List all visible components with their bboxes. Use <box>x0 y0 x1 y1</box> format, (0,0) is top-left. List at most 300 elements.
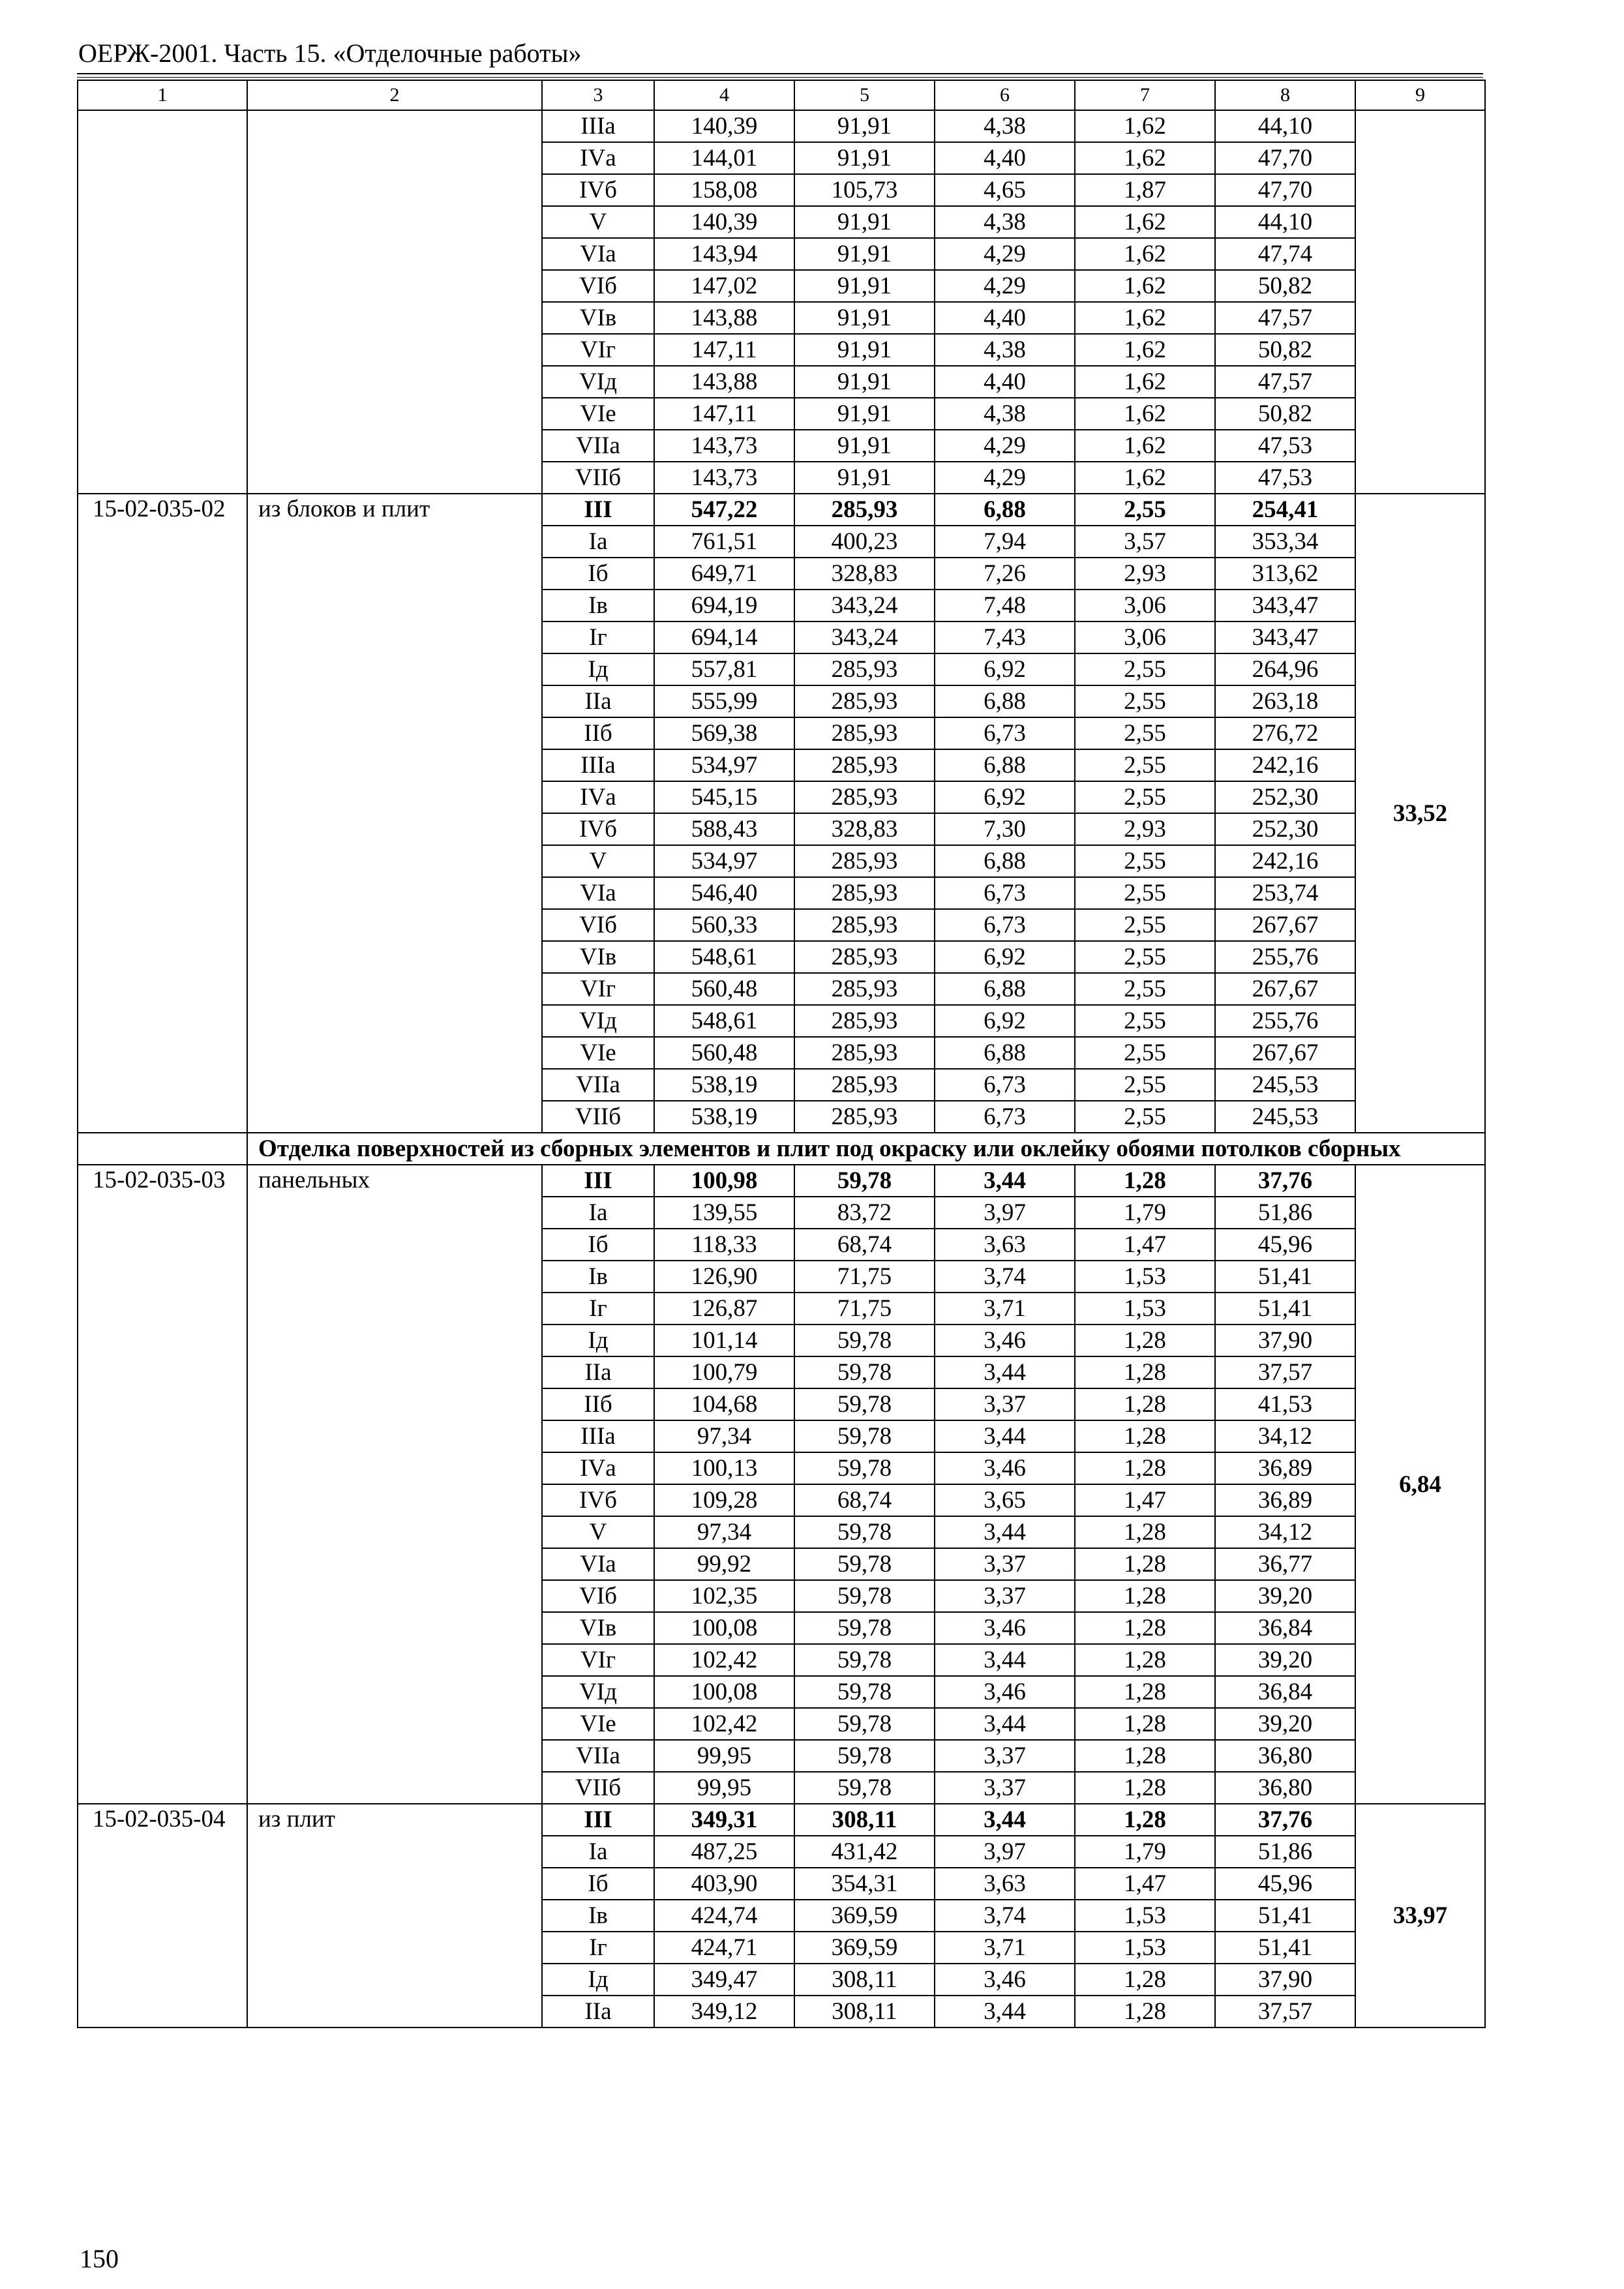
value-cell-col8: 252,30 <box>1215 781 1355 813</box>
column-number: 4 <box>654 80 794 110</box>
value-cell-col7: 2,93 <box>1075 558 1215 590</box>
zone-cell: VIIа <box>542 1069 654 1101</box>
value-cell-col4: 143,88 <box>654 366 794 398</box>
value-cell-col6: 4,29 <box>935 430 1075 462</box>
value-cell-col5: 91,91 <box>794 206 935 238</box>
zone-cell: IVа <box>542 781 654 813</box>
zone-cell: VIв <box>542 302 654 334</box>
value-cell-col8: 37,90 <box>1215 1964 1355 1996</box>
value-cell-col4: 102,35 <box>654 1580 794 1612</box>
value-cell-col6: 4,29 <box>935 462 1075 494</box>
zone-cell: VIг <box>542 973 654 1005</box>
zone-cell: V <box>542 206 654 238</box>
value-cell-col4: 143,73 <box>654 462 794 494</box>
value-cell-col4: 349,47 <box>654 1964 794 1996</box>
value-cell-col4: 534,97 <box>654 845 794 877</box>
value-cell-col7: 1,62 <box>1075 302 1215 334</box>
zone-cell: Iа <box>542 526 654 558</box>
zone-cell: IIIа <box>542 110 654 142</box>
zone-cell: VIе <box>542 1037 654 1069</box>
value-cell-col6: 6,92 <box>935 941 1075 973</box>
value-cell-col8: 242,16 <box>1215 845 1355 877</box>
value-cell-col8: 242,16 <box>1215 749 1355 781</box>
value-cell-col6: 3,97 <box>935 1836 1075 1868</box>
work-name: из блоков и плит <box>247 494 542 1133</box>
zone-cell: VIа <box>542 877 654 909</box>
value-cell-col6: 3,44 <box>935 1708 1075 1740</box>
value-cell-col7: 2,55 <box>1075 845 1215 877</box>
value-cell-col6: 6,88 <box>935 1037 1075 1069</box>
value-cell-col5: 285,93 <box>794 1037 935 1069</box>
value-cell-col6: 3,44 <box>935 1420 1075 1452</box>
value-cell-col8: 36,84 <box>1215 1676 1355 1708</box>
zone-cell: IVб <box>542 174 654 206</box>
zone-cell: VIг <box>542 1644 654 1676</box>
value-cell-col6: 3,37 <box>935 1548 1075 1580</box>
zone-cell: VIб <box>542 270 654 302</box>
value-cell-col6: 4,40 <box>935 142 1075 174</box>
value-cell-col8: 255,76 <box>1215 1005 1355 1037</box>
value-cell-col8: 50,82 <box>1215 334 1355 366</box>
value-cell-col4: 109,28 <box>654 1484 794 1516</box>
rate-code <box>78 110 247 494</box>
zone-cell: Iв <box>542 1261 654 1293</box>
value-cell-col8: 267,67 <box>1215 1037 1355 1069</box>
value-cell-col7: 1,47 <box>1075 1484 1215 1516</box>
value-cell-col6: 6,73 <box>935 717 1075 749</box>
value-cell-col4: 588,43 <box>654 813 794 845</box>
value-cell-col5: 285,93 <box>794 494 935 526</box>
zone-cell: VIб <box>542 1580 654 1612</box>
value-cell-col7: 1,62 <box>1075 398 1215 430</box>
zone-cell: V <box>542 845 654 877</box>
value-cell-col5: 59,78 <box>794 1644 935 1676</box>
value-cell-col5: 59,78 <box>794 1165 935 1197</box>
value-cell-col6: 4,38 <box>935 206 1075 238</box>
value-cell-col6: 4,40 <box>935 366 1075 398</box>
value-cell-col7: 1,28 <box>1075 1165 1215 1197</box>
value-cell-col6: 7,48 <box>935 590 1075 621</box>
value-cell-col7: 2,55 <box>1075 1037 1215 1069</box>
column-number: 2 <box>247 80 542 110</box>
value-cell-col6: 3,37 <box>935 1772 1075 1804</box>
value-cell-col6: 6,92 <box>935 1005 1075 1037</box>
value-cell-col8: 37,76 <box>1215 1804 1355 1836</box>
value-cell-col8: 47,53 <box>1215 430 1355 462</box>
value-cell-col8: 51,86 <box>1215 1197 1355 1229</box>
zone-cell: Iг <box>542 1932 654 1964</box>
value-cell-col8: 51,86 <box>1215 1836 1355 1868</box>
value-cell-col5: 328,83 <box>794 558 935 590</box>
value-cell-col5: 285,93 <box>794 1005 935 1037</box>
table-row <box>78 1165 1485 1197</box>
zone-cell: III <box>542 494 654 526</box>
value-cell-col8: 267,67 <box>1215 973 1355 1005</box>
value-cell-col4: 649,71 <box>654 558 794 590</box>
value-cell-col7: 1,28 <box>1075 1964 1215 1996</box>
value-cell-col7: 2,55 <box>1075 941 1215 973</box>
value-cell-col4: 547,22 <box>654 494 794 526</box>
column-number: 8 <box>1215 80 1355 110</box>
value-cell-col5: 285,93 <box>794 909 935 941</box>
value-cell-col7: 1,28 <box>1075 1324 1215 1356</box>
value-cell-col4: 139,55 <box>654 1197 794 1229</box>
zone-cell: IIа <box>542 1356 654 1388</box>
value-cell-col5: 91,91 <box>794 142 935 174</box>
value-cell-col8: 47,57 <box>1215 366 1355 398</box>
value-cell-col6: 6,73 <box>935 877 1075 909</box>
zone-cell: Iд <box>542 653 654 685</box>
value-cell-col4: 548,61 <box>654 1005 794 1037</box>
value-cell-col7: 1,47 <box>1075 1229 1215 1261</box>
value-cell-col5: 308,11 <box>794 1964 935 1996</box>
value-cell-col8: 44,10 <box>1215 206 1355 238</box>
value-cell-col7: 1,53 <box>1075 1932 1215 1964</box>
value-cell-col8: 245,53 <box>1215 1101 1355 1133</box>
value-cell-col7: 1,53 <box>1075 1261 1215 1293</box>
value-cell-col8: 50,82 <box>1215 270 1355 302</box>
value-cell-col8: 47,74 <box>1215 238 1355 270</box>
value-cell-col8: 36,77 <box>1215 1548 1355 1580</box>
value-cell-col5: 285,93 <box>794 717 935 749</box>
zone-cell: Iб <box>542 1868 654 1900</box>
value-cell-col8: 34,12 <box>1215 1516 1355 1548</box>
page-number: 150 <box>80 2244 119 2273</box>
zone-cell: Iб <box>542 1229 654 1261</box>
value-cell-col8: 255,76 <box>1215 941 1355 973</box>
value-cell-col5: 343,24 <box>794 621 935 653</box>
zone-cell: III <box>542 1165 654 1197</box>
value-cell-col6: 3,44 <box>935 1996 1075 2027</box>
value-cell-col5: 91,91 <box>794 366 935 398</box>
value-cell-col7: 3,06 <box>1075 621 1215 653</box>
value-cell-col7: 2,55 <box>1075 877 1215 909</box>
value-cell-col5: 91,91 <box>794 462 935 494</box>
value-cell-col6: 3,46 <box>935 1676 1075 1708</box>
value-cell-col5: 285,93 <box>794 1069 935 1101</box>
value-cell-col6: 3,63 <box>935 1868 1075 1900</box>
value-cell-col5: 91,91 <box>794 334 935 366</box>
value-cell-col4: 100,98 <box>654 1165 794 1197</box>
rate-code: 15-02-035-02 <box>78 494 247 1133</box>
zone-cell: Iв <box>542 590 654 621</box>
value-cell-col5: 59,78 <box>794 1740 935 1772</box>
value-cell-col8: 343,47 <box>1215 590 1355 621</box>
value-cell-col5: 285,93 <box>794 877 935 909</box>
value-cell-col6: 4,38 <box>935 334 1075 366</box>
value-cell-col4: 403,90 <box>654 1868 794 1900</box>
value-cell-col5: 285,93 <box>794 749 935 781</box>
value-cell-col5: 68,74 <box>794 1484 935 1516</box>
zone-cell: VIд <box>542 366 654 398</box>
value-cell-col6: 6,73 <box>935 909 1075 941</box>
value-cell-col6: 7,94 <box>935 526 1075 558</box>
zone-cell: IVа <box>542 142 654 174</box>
zone-cell: Iд <box>542 1324 654 1356</box>
zone-cell: Iа <box>542 1836 654 1868</box>
value-cell-col8: 51,41 <box>1215 1293 1355 1324</box>
value-cell-col8: 263,18 <box>1215 685 1355 717</box>
value-cell-col4: 99,95 <box>654 1772 794 1804</box>
labor-value: 6,84 <box>1355 1165 1485 1804</box>
zone-cell: IIа <box>542 685 654 717</box>
value-cell-col7: 2,93 <box>1075 813 1215 845</box>
value-cell-col6: 4,65 <box>935 174 1075 206</box>
value-cell-col4: 126,87 <box>654 1293 794 1324</box>
value-cell-col7: 1,47 <box>1075 1868 1215 1900</box>
value-cell-col6: 3,44 <box>935 1165 1075 1197</box>
value-cell-col5: 400,23 <box>794 526 935 558</box>
value-cell-col7: 1,28 <box>1075 1580 1215 1612</box>
zone-cell: Iв <box>542 1900 654 1932</box>
value-cell-col6: 3,74 <box>935 1900 1075 1932</box>
value-cell-col6: 3,44 <box>935 1804 1075 1836</box>
value-cell-col5: 91,91 <box>794 398 935 430</box>
zone-cell: VIд <box>542 1005 654 1037</box>
value-cell-col5: 59,78 <box>794 1580 935 1612</box>
value-cell-col8: 252,30 <box>1215 813 1355 845</box>
value-cell-col7: 2,55 <box>1075 749 1215 781</box>
value-cell-col6: 3,97 <box>935 1197 1075 1229</box>
value-cell-col7: 1,79 <box>1075 1836 1215 1868</box>
value-cell-col8: 37,90 <box>1215 1324 1355 1356</box>
value-cell-col6: 3,46 <box>935 1964 1075 1996</box>
column-number: 1 <box>78 80 247 110</box>
value-cell-col4: 101,14 <box>654 1324 794 1356</box>
zone-cell: VIа <box>542 1548 654 1580</box>
value-cell-col7: 1,62 <box>1075 366 1215 398</box>
value-cell-col5: 354,31 <box>794 1868 935 1900</box>
value-cell-col7: 1,28 <box>1075 1548 1215 1580</box>
zone-cell: VIе <box>542 398 654 430</box>
value-cell-col8: 41,53 <box>1215 1388 1355 1420</box>
column-number: 6 <box>935 80 1075 110</box>
section-title: Отделка поверхностей из сборных элементов и плит под окраску или оклейку обоями потолков сборных <box>247 1133 1485 1165</box>
value-cell-col4: 694,19 <box>654 590 794 621</box>
value-cell-col5: 59,78 <box>794 1388 935 1420</box>
value-cell-col6: 3,37 <box>935 1388 1075 1420</box>
zone-cell: Iг <box>542 621 654 653</box>
work-name: из плит <box>247 1804 542 2027</box>
value-cell-col7: 1,62 <box>1075 462 1215 494</box>
value-cell-col8: 254,41 <box>1215 494 1355 526</box>
value-cell-col8: 313,62 <box>1215 558 1355 590</box>
value-cell-col5: 91,91 <box>794 270 935 302</box>
value-cell-col7: 1,62 <box>1075 206 1215 238</box>
value-cell-col8: 36,80 <box>1215 1740 1355 1772</box>
value-cell-col6: 6,88 <box>935 685 1075 717</box>
zone-cell: VIIб <box>542 1101 654 1133</box>
value-cell-col8: 36,80 <box>1215 1772 1355 1804</box>
value-cell-col8: 47,53 <box>1215 462 1355 494</box>
labor-value: 33,97 <box>1355 1804 1485 2027</box>
value-cell-col5: 285,93 <box>794 941 935 973</box>
value-cell-col7: 1,28 <box>1075 1612 1215 1644</box>
table-row <box>78 494 1485 526</box>
value-cell-col8: 51,41 <box>1215 1261 1355 1293</box>
zone-cell: IIIа <box>542 1420 654 1452</box>
value-cell-col6: 7,26 <box>935 558 1075 590</box>
value-cell-col6: 3,46 <box>935 1324 1075 1356</box>
value-cell-col5: 328,83 <box>794 813 935 845</box>
value-cell-col7: 2,55 <box>1075 1101 1215 1133</box>
work-name <box>247 110 542 494</box>
value-cell-col6: 4,38 <box>935 110 1075 142</box>
value-cell-col6: 3,74 <box>935 1261 1075 1293</box>
zone-cell: VIIб <box>542 1772 654 1804</box>
value-cell-col4: 158,08 <box>654 174 794 206</box>
value-cell-col4: 97,34 <box>654 1420 794 1452</box>
value-cell-col5: 68,74 <box>794 1229 935 1261</box>
value-cell-col6: 3,44 <box>935 1356 1075 1388</box>
value-cell-col4: 100,13 <box>654 1452 794 1484</box>
value-cell-col8: 39,20 <box>1215 1644 1355 1676</box>
value-cell-col5: 285,93 <box>794 973 935 1005</box>
value-cell-col4: 546,40 <box>654 877 794 909</box>
value-cell-col4: 349,12 <box>654 1996 794 2027</box>
value-cell-col6: 6,88 <box>935 494 1075 526</box>
value-cell-col7: 1,53 <box>1075 1293 1215 1324</box>
zone-cell: IVа <box>542 1452 654 1484</box>
value-cell-col7: 1,87 <box>1075 174 1215 206</box>
value-cell-col8: 34,12 <box>1215 1420 1355 1452</box>
value-cell-col4: 560,33 <box>654 909 794 941</box>
value-cell-col6: 3,44 <box>935 1644 1075 1676</box>
value-cell-col6: 6,92 <box>935 781 1075 813</box>
value-cell-col7: 1,28 <box>1075 1772 1215 1804</box>
value-cell-col4: 147,02 <box>654 270 794 302</box>
zone-cell: Iг <box>542 1293 654 1324</box>
value-cell-col4: 97,34 <box>654 1516 794 1548</box>
value-cell-col4: 143,88 <box>654 302 794 334</box>
value-cell-col4: 545,15 <box>654 781 794 813</box>
value-cell-col4: 144,01 <box>654 142 794 174</box>
value-cell-col7: 2,55 <box>1075 685 1215 717</box>
value-cell-col4: 694,14 <box>654 621 794 653</box>
work-name: панельных <box>247 1165 542 1804</box>
value-cell-col8: 45,96 <box>1215 1868 1355 1900</box>
zone-cell: VIIа <box>542 1740 654 1772</box>
column-number: 7 <box>1075 80 1215 110</box>
value-cell-col8: 276,72 <box>1215 717 1355 749</box>
zone-cell: IIб <box>542 717 654 749</box>
value-cell-col7: 1,28 <box>1075 1388 1215 1420</box>
value-cell-col4: 99,95 <box>654 1740 794 1772</box>
section-heading-row <box>78 1133 1485 1165</box>
value-cell-col7: 1,62 <box>1075 238 1215 270</box>
value-cell-col5: 91,91 <box>794 302 935 334</box>
rate-code: 15-02-035-03 <box>78 1165 247 1804</box>
value-cell-col6: 6,92 <box>935 653 1075 685</box>
value-cell-col5: 71,75 <box>794 1293 935 1324</box>
zone-cell: VIв <box>542 941 654 973</box>
value-cell-col5: 59,78 <box>794 1324 935 1356</box>
value-cell-col4: 538,19 <box>654 1069 794 1101</box>
header-rule <box>77 73 1483 74</box>
value-cell-col5: 59,78 <box>794 1516 935 1548</box>
value-cell-col6: 7,43 <box>935 621 1075 653</box>
value-cell-col8: 39,20 <box>1215 1580 1355 1612</box>
zone-cell: VIд <box>542 1676 654 1708</box>
value-cell-col7: 2,55 <box>1075 781 1215 813</box>
value-cell-col5: 343,24 <box>794 590 935 621</box>
value-cell-col4: 143,94 <box>654 238 794 270</box>
value-cell-col7: 2,55 <box>1075 973 1215 1005</box>
value-cell-col4: 147,11 <box>654 398 794 430</box>
value-cell-col6: 3,65 <box>935 1484 1075 1516</box>
zone-cell: IVб <box>542 813 654 845</box>
zone-cell: VIб <box>542 909 654 941</box>
value-cell-col8: 39,20 <box>1215 1708 1355 1740</box>
column-number-row <box>78 80 1485 110</box>
value-cell-col6: 6,88 <box>935 845 1075 877</box>
zone-cell: VIIб <box>542 462 654 494</box>
zone-cell: IVб <box>542 1484 654 1516</box>
value-cell-col5: 431,42 <box>794 1836 935 1868</box>
value-cell-col5: 285,93 <box>794 1101 935 1133</box>
column-number: 9 <box>1355 80 1485 110</box>
zone-cell: VIе <box>542 1708 654 1740</box>
value-cell-col4: 104,68 <box>654 1388 794 1420</box>
value-cell-col5: 369,59 <box>794 1932 935 1964</box>
value-cell-col7: 1,28 <box>1075 1996 1215 2027</box>
value-cell-col7: 3,57 <box>1075 526 1215 558</box>
value-cell-col4: 140,39 <box>654 206 794 238</box>
value-cell-col5: 59,78 <box>794 1548 935 1580</box>
value-cell-col7: 1,28 <box>1075 1356 1215 1388</box>
value-cell-col4: 147,11 <box>654 334 794 366</box>
value-cell-col8: 36,84 <box>1215 1612 1355 1644</box>
value-cell-col5: 59,78 <box>794 1420 935 1452</box>
value-cell-col7: 1,28 <box>1075 1644 1215 1676</box>
zone-cell: VIа <box>542 238 654 270</box>
value-cell-col4: 349,31 <box>654 1804 794 1836</box>
value-cell-col6: 6,73 <box>935 1069 1075 1101</box>
value-cell-col7: 1,28 <box>1075 1708 1215 1740</box>
value-cell-col4: 548,61 <box>654 941 794 973</box>
value-cell-col5: 59,78 <box>794 1708 935 1740</box>
value-cell-col6: 3,46 <box>935 1612 1075 1644</box>
value-cell-col7: 1,62 <box>1075 270 1215 302</box>
value-cell-col4: 761,51 <box>654 526 794 558</box>
value-cell-col4: 569,38 <box>654 717 794 749</box>
value-cell-col7: 1,28 <box>1075 1804 1215 1836</box>
zone-cell: IIа <box>542 1996 654 2027</box>
value-cell-col7: 1,28 <box>1075 1420 1215 1452</box>
value-cell-col6: 4,29 <box>935 238 1075 270</box>
value-cell-col4: 140,39 <box>654 110 794 142</box>
value-cell-col7: 2,55 <box>1075 1005 1215 1037</box>
value-cell-col6: 7,30 <box>935 813 1075 845</box>
value-cell-col4: 560,48 <box>654 1037 794 1069</box>
value-cell-col7: 2,55 <box>1075 909 1215 941</box>
value-cell-col6: 6,73 <box>935 1101 1075 1133</box>
value-cell-col6: 6,88 <box>935 749 1075 781</box>
value-cell-col6: 3,44 <box>935 1516 1075 1548</box>
value-cell-col8: 36,89 <box>1215 1452 1355 1484</box>
value-cell-col8: 267,67 <box>1215 909 1355 941</box>
zone-cell: Iа <box>542 1197 654 1229</box>
value-cell-col5: 91,91 <box>794 430 935 462</box>
value-cell-col6: 3,71 <box>935 1293 1075 1324</box>
rate-code: 15-02-035-04 <box>78 1804 247 2027</box>
value-cell-col4: 100,79 <box>654 1356 794 1388</box>
value-cell-col5: 91,91 <box>794 238 935 270</box>
value-cell-col8: 253,74 <box>1215 877 1355 909</box>
value-cell-col6: 4,40 <box>935 302 1075 334</box>
value-cell-col5: 285,93 <box>794 781 935 813</box>
value-cell-col7: 2,55 <box>1075 717 1215 749</box>
